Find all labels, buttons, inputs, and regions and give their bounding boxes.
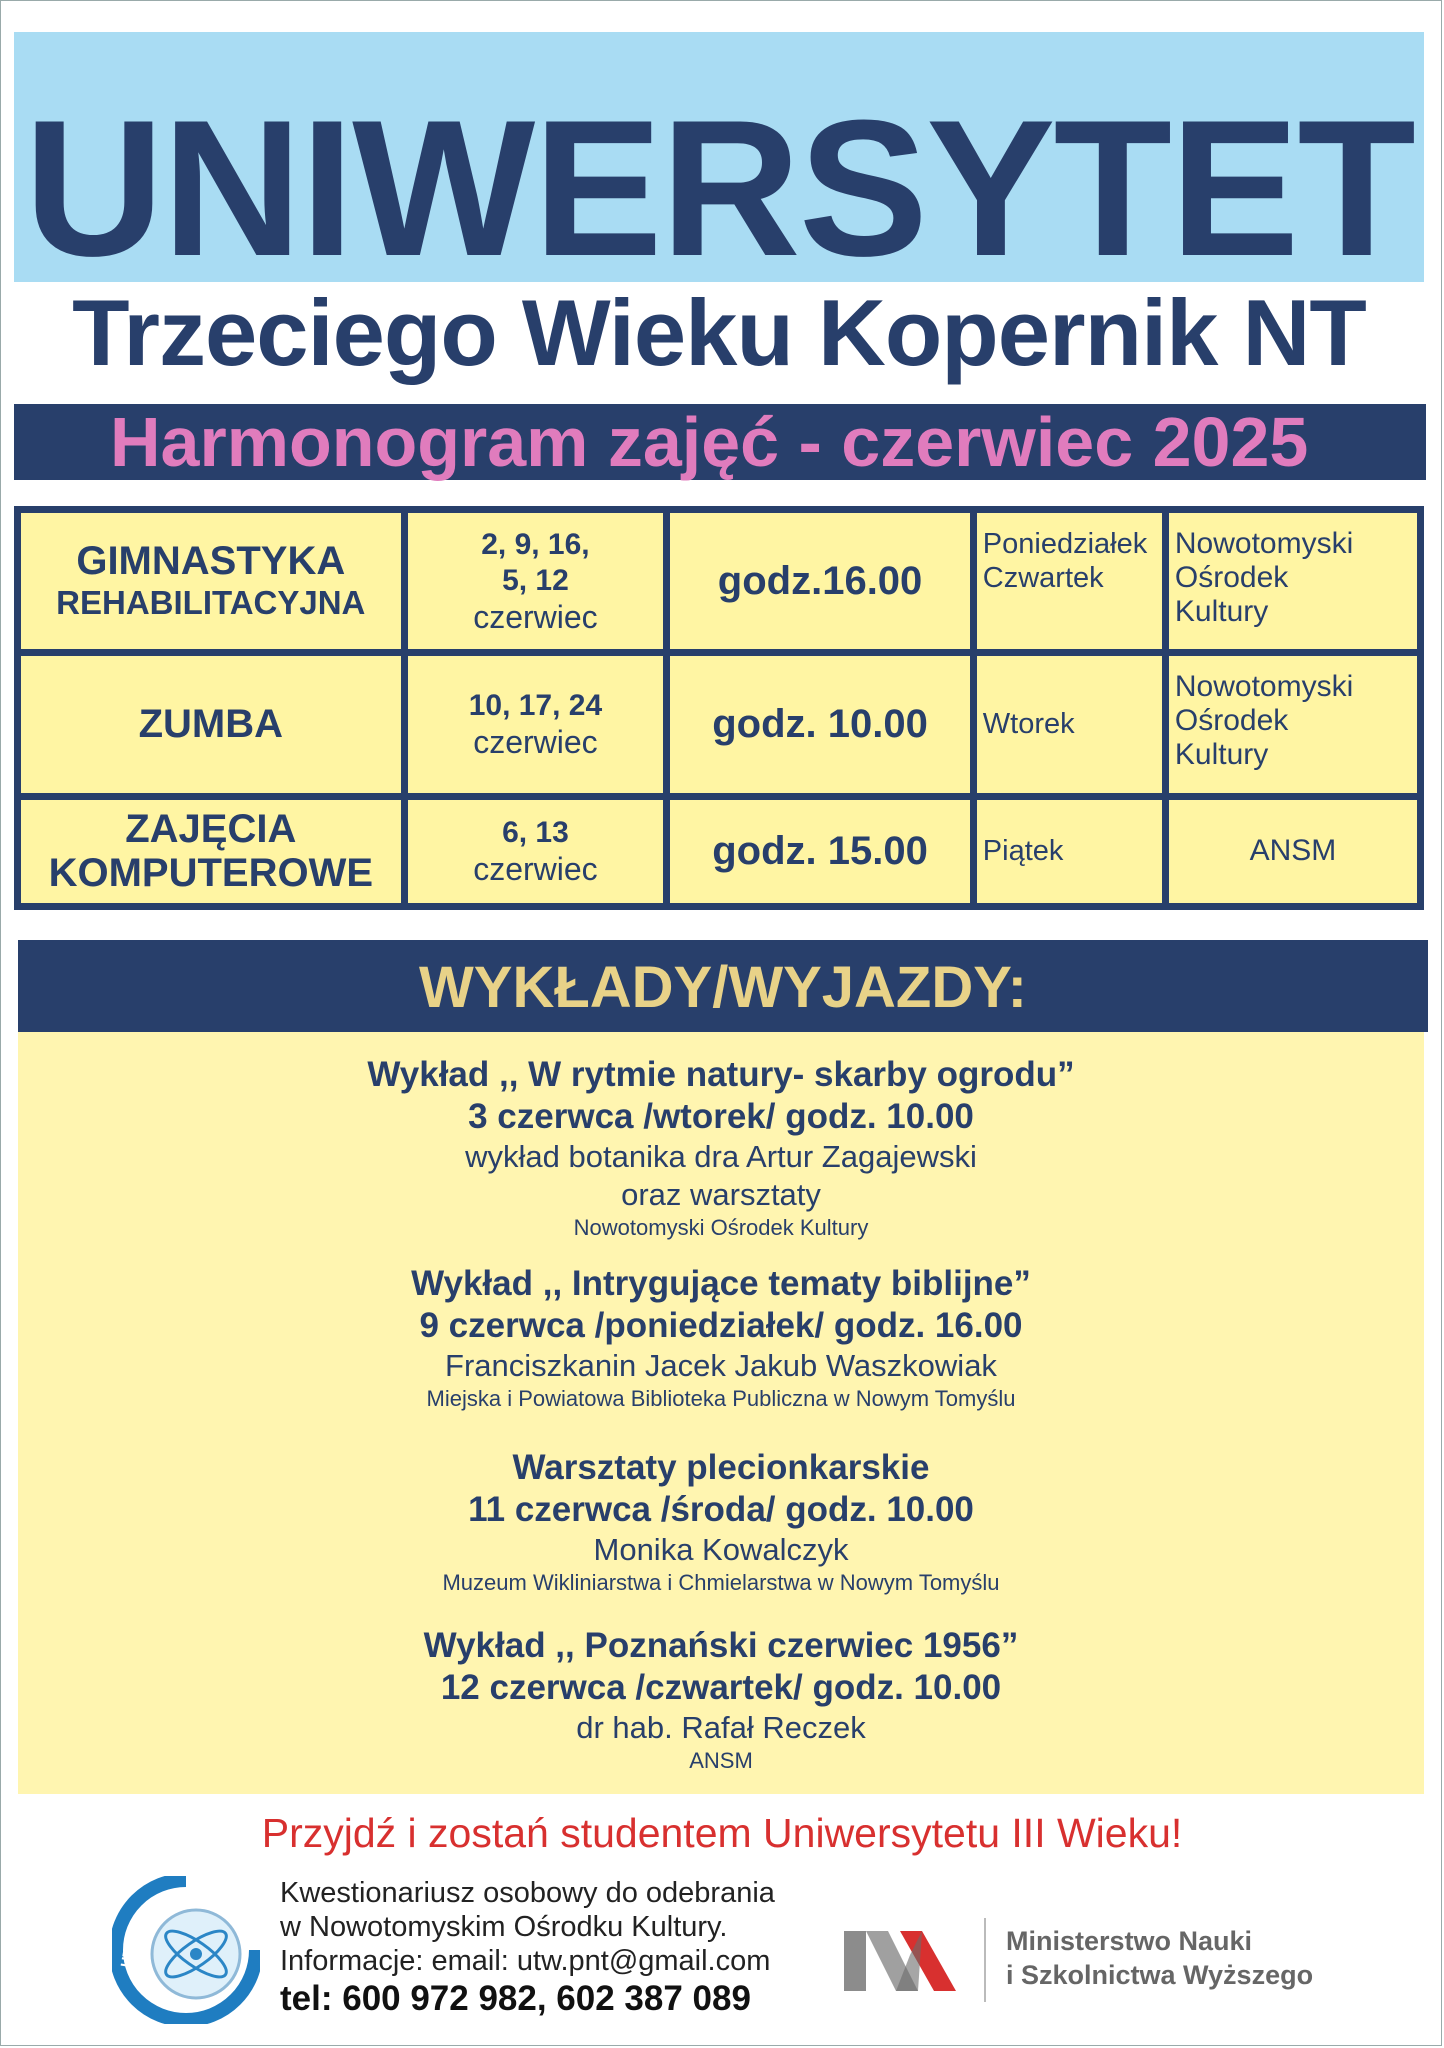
schedule-title: Harmonogram zajęć - czerwiec 2025 (110, 403, 1309, 481)
table-row (21, 513, 1417, 649)
lecture-place: Muzeum Wikliniarstwa i Chmielarstwa w Nowym Tomyślu (442, 1570, 1000, 1595)
class-hour: godz.16.00 (670, 513, 969, 649)
class-place-cell (1169, 656, 1417, 792)
info-line: w Nowotomyskim Ośrodku Kultury. (280, 1911, 728, 1943)
class-month: czerwiec (473, 851, 598, 888)
lecture-item (18, 1625, 1424, 1775)
class-place-line: Ośrodek (1174, 704, 1289, 738)
class-day: Wtorek (982, 708, 1075, 741)
class-name-line2: KOMPUTEROWE (48, 851, 373, 896)
lecture-place: ANSM (689, 1748, 753, 1773)
class-place-line: Ośrodek (1174, 561, 1289, 594)
class-place-line: Nowotomyski (1174, 527, 1354, 560)
ministry-line: i Szkolnictwa Wyższego (1006, 1960, 1314, 1990)
phone-numbers: tel: 600 972 982, 602 387 089 (280, 1979, 751, 2018)
class-name: GIMNASTYKA (76, 539, 346, 584)
lecture-place: Miejska i Powiatowa Biblioteka Publiczna w Nowym Tomyślu (426, 1386, 1016, 1411)
class-month: czerwiec (473, 599, 598, 636)
class-schedule (14, 506, 1424, 910)
class-name-cell (21, 513, 401, 649)
lecture-item (18, 1447, 1424, 1597)
contact-info (280, 1876, 840, 2020)
class-table (14, 506, 1424, 910)
lecture-date: 3 czerwca /wtorek/ godz. 10.00 (468, 1097, 974, 1136)
table-row (21, 656, 1417, 792)
ministry-line: Ministerstwo Nauki (1006, 1926, 1253, 1956)
lecture-date: 11 czerwca /środa/ godz. 10.00 (468, 1490, 974, 1529)
lecture-item (18, 1263, 1424, 1413)
class-name-cell (21, 800, 401, 903)
utw-logo-letters: UTW (117, 1934, 139, 1969)
class-days-cell (977, 656, 1162, 792)
class-hour: godz. 15.00 (670, 800, 969, 903)
lecture-title: Wykład ,, W rytmie natury- skarby ogrodu” (367, 1055, 1075, 1094)
lectures-title: WYKŁADY/WYJAZDY: (419, 955, 1027, 1020)
class-name: ZUMBA (138, 702, 283, 747)
class-dates: 10, 17, 24 (468, 689, 603, 723)
lecture-person: wykład botanika dra Artur Zagajewski (465, 1139, 977, 1174)
class-dates: 6, 13 (502, 816, 569, 850)
class-place-line: Kultury (1174, 595, 1269, 628)
info-line: Informacje: email: utw.pnt@gmail.com (280, 1945, 771, 1977)
class-hour: godz. 10.00 (670, 656, 969, 792)
utw-logo-icon (112, 1876, 260, 2024)
ministry-separator (984, 1918, 986, 2002)
ministry-logo-icon (840, 1925, 960, 1995)
class-day: Czwartek (982, 562, 1104, 594)
lecture-person: dr hab. Rafał Reczek (576, 1710, 866, 1745)
class-place-line: Kultury (1174, 738, 1269, 772)
class-name: ZAJĘCIA (125, 807, 297, 852)
class-dates-line2: 5, 12 (502, 564, 569, 598)
class-name-cell (21, 656, 401, 792)
class-place-line: Nowotomyski (1174, 670, 1354, 704)
ministry-name (1006, 1924, 1406, 1992)
lecture-date: 9 czerwca /poniedziałek/ godz. 16.00 (419, 1306, 1023, 1345)
lecture-title: Wykład ,, Poznański czerwiec 1956” (423, 1626, 1019, 1665)
poster-title: UNIWERSYTET (24, 80, 1414, 297)
lecture-title: Wykład ,, Intrygujące tematy biblijne” (411, 1264, 1031, 1303)
class-dates-cell (408, 656, 664, 792)
lecture-title: Warsztaty plecionkarskie (512, 1448, 930, 1487)
lecture-date: 12 czerwca /czwartek/ godz. 10.00 (440, 1668, 1002, 1707)
poster-subtitle: Trzeciego Wieku Kopernik NT (72, 280, 1366, 385)
ministry-logo (840, 1925, 960, 1995)
lecture-item (18, 1054, 1424, 1242)
class-dates-cell (408, 513, 664, 649)
class-days-cell (977, 513, 1162, 649)
lecture-place: Nowotomyski Ośrodek Kultury (573, 1215, 869, 1240)
utw-logo (112, 1876, 260, 2024)
info-line: Kwestionariusz osobowy do odebrania (280, 1877, 775, 1909)
table-row (21, 800, 1417, 903)
class-days-cell (977, 800, 1162, 903)
class-day: Poniedziałek (982, 528, 1148, 560)
slogan: Przyjdź i zostań studentem Uniwersytetu III Wieku! (261, 1810, 1183, 1856)
lecture-person: Franciszkanin Jacek Jakub Waszkowiak (445, 1348, 997, 1383)
class-dates-cell (408, 800, 664, 903)
class-day: Piątek (982, 835, 1064, 868)
class-place-cell (1169, 800, 1417, 903)
class-name-line2: REHABILITACYJNA (56, 584, 366, 622)
class-place-line: ANSM (1249, 834, 1337, 868)
class-month: czerwiec (473, 724, 598, 761)
class-dates: 2, 9, 16, (481, 528, 590, 562)
class-place-cell (1169, 513, 1417, 649)
lecture-person: Monika Kowalczyk (593, 1532, 849, 1567)
lecture-extra: oraz warsztaty (621, 1177, 821, 1212)
